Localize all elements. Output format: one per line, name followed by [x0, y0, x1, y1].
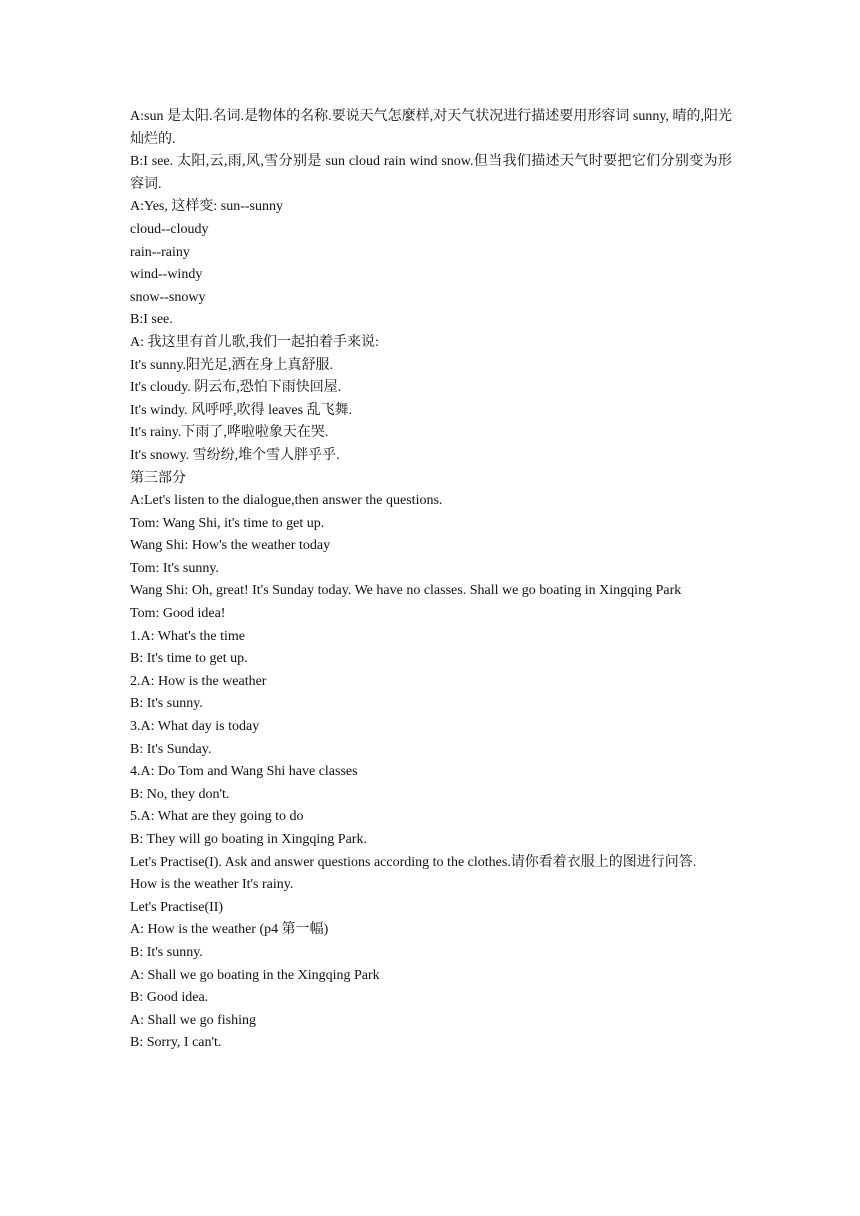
text-line: It's rainy.下雨了,哗啦啦象天在哭.: [130, 425, 329, 441]
text-line: B: It's time to get up.: [130, 651, 248, 667]
text-line: wind--windy: [130, 267, 203, 283]
text-line: Let's Practise(II): [130, 899, 224, 915]
text-line: A: Shall we go fishing: [130, 1012, 256, 1028]
text-line: B: It's sunny.: [130, 944, 203, 960]
text-line: B: It's sunny.: [130, 696, 203, 712]
text-line: It's windy. 风呼呼,吹得 leaves 乱飞舞.: [130, 402, 353, 418]
text-line: A: 我这里有首儿歌,我们一起拍着手来说:: [130, 334, 379, 350]
text-line: A:sun 是太阳.名词.是物体的名称.要说天气怎麼样,对天气状况进行描述要用形容词 sunny, 晴的,阳光灿烂的.: [130, 109, 732, 147]
text-line: B:I see. 太阳,云,雨,风,雪分别是 sun cloud rain wind snow.但当我们描述天气时要把它们分别变为形容词.: [130, 154, 732, 192]
text-line: B: It's Sunday.: [130, 741, 212, 757]
text-line: cloud--cloudy: [130, 221, 209, 237]
text-line: 2.A: How is the weather: [130, 673, 267, 689]
text-line: Tom: Wang Shi, it's time to get up.: [130, 515, 325, 531]
text-line: How is the weather It's rainy.: [130, 877, 294, 893]
text-line: 第三部分: [130, 470, 186, 486]
document-body: [130, 106, 732, 1055]
text-line: snow--snowy: [130, 289, 206, 305]
text-line: Wang Shi: Oh, great! It's Sunday today. We have no classes. Shall we go boating in Xingqing Park: [130, 583, 682, 599]
text-line: Tom: Good idea!: [130, 606, 226, 622]
text-line: 3.A: What day is today: [130, 719, 260, 735]
text-line: rain--rainy: [130, 244, 190, 260]
text-line: B: They will go boating in Xingqing Park.: [130, 832, 367, 847]
text-line: A:Yes, 这样变: sun--sunny: [130, 199, 283, 215]
text-line: 4.A: Do Tom and Wang Shi have classes: [130, 764, 358, 780]
text-line: B:I see.: [130, 312, 173, 328]
text-line: 5.A: What are they going to do: [130, 809, 304, 825]
text-line: A: Shall we go boating in the Xingqing Park: [130, 967, 380, 983]
text-line: Tom: It's sunny.: [130, 560, 219, 576]
text-line: B: No, they don't.: [130, 786, 230, 802]
text-line: B: Good idea.: [130, 990, 209, 1006]
text-line: It's sunny.阳光足,洒在身上真舒服.: [130, 357, 334, 373]
text-line: It's snowy. 雪纷纷,堆个雪人胖乎乎.: [130, 447, 340, 463]
text-line: A: How is the weather (p4 第一幅): [130, 922, 329, 938]
text-line: Wang Shi: How's the weather today: [130, 538, 331, 554]
text-line: 1.A: What's the time: [130, 628, 246, 644]
text-line: B: Sorry, I can't.: [130, 1035, 222, 1051]
text-line: It's cloudy. 阴云布,恐怕下雨快回屋.: [130, 380, 342, 396]
text-line: A:Let's listen to the dialogue,then answer the questions.: [130, 493, 443, 509]
text-line: Let's Practise(I). Ask and answer questions according to the clothes.请你看着衣服上的图进行问答.: [130, 854, 697, 870]
